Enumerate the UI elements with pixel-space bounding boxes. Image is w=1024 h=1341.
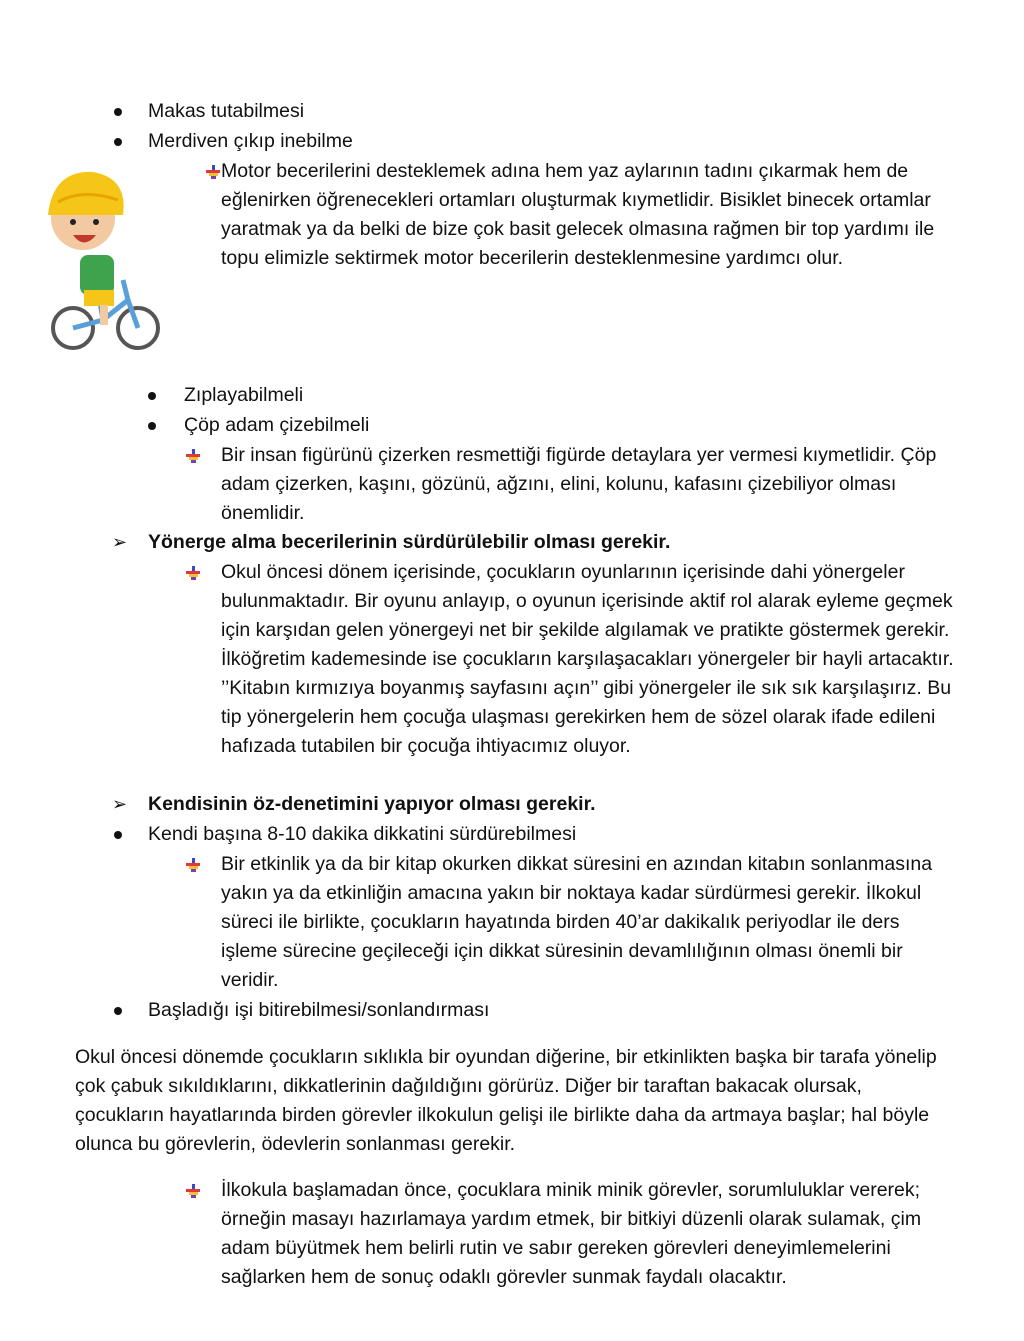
paragraph-line: hafızada tutabilen bir çocuğa ihtiyacımız oluyor. [221, 735, 631, 757]
list-bullet [114, 1007, 122, 1015]
diamond-bullet-icon [206, 165, 220, 179]
paragraph-line: çok çabuk sıkıldıklarını, dikkatlerinin dağıldığını görürüz. Diğer bir taraftan bakacak olursak, [75, 1075, 862, 1097]
list-item: Merdiven çıkıp inebilme [148, 130, 353, 152]
paragraph-line: için karşıdan gelen yönergeyi net bir şekilde algılamak ve pratikte göstermek gerekir. [221, 619, 950, 641]
list-item: Kendi başına 8-10 dakika dikkatini sürdürebilmesi [148, 823, 577, 845]
paragraph-line: adam çizerken, kaşını, gözünü, ağzını, elini, kolunu, kafasını çizebiliyor olması [221, 473, 897, 495]
paragraph-line: Bir etkinlik ya da bir kitap okurken dikkat süresini en azından kitabın sonlanmasına [221, 853, 933, 875]
kid-on-bike-illustration [28, 160, 162, 352]
paragraph-line: eğlenirken öğrenecekleri ortamları oluşturmak kıymetlidir. Bisiklet binecek ortamlar [221, 189, 931, 211]
list-bullet [148, 392, 156, 400]
diamond-bullet-icon [186, 858, 200, 872]
section-heading: Yönerge alma becerilerinin sürdürülebilir olması gerekir. [148, 531, 671, 553]
paragraph-line: süreci ile birlikte, çocukların hayatında birden 40’ar dakikalık periyodlar ile ders [221, 911, 900, 933]
paragraph-line: önemlidir. [221, 502, 305, 524]
paragraph-line: adam büyütmek hem belirli rutin ve sabır gereken görevleri deneyimlemelerini [221, 1237, 891, 1259]
diamond-bullet-icon [186, 1184, 200, 1198]
section-heading: Kendisinin öz-denetimini yapıyor olması gerekir. [148, 793, 596, 815]
diamond-bullet-icon [186, 449, 200, 463]
list-bullet [114, 108, 122, 116]
list-bullet [148, 422, 156, 430]
paragraph-line: sağlarken hem de sonuç odaklı görevler sunmak faydalı olacaktır. [221, 1266, 787, 1288]
list-item: Makas tutabilmesi [148, 100, 305, 122]
paragraph-line: yakın ya da etkinliğin amacına yakın bir noktaya kadar sürdürmesi gerekir. İlkokul [221, 882, 922, 904]
list-item: Çöp adam çizebilmeli [184, 414, 370, 436]
list-item: Zıplayabilmeli [184, 384, 304, 406]
list-bullet [114, 138, 122, 146]
paragraph-line: Okul öncesi dönem içerisinde, çocukların oyunlarının içerisinde dahi yönergeler [221, 561, 905, 583]
paragraph-line: Bir insan figürünü çizerken resmettiği figürde detaylara yer vermesi kıymetlidir. Çöp [221, 444, 937, 466]
diamond-bullet-icon [186, 566, 200, 580]
paragraph-line: yaratmak ya da belki de bize çok basit gelecek olmasına rağmen bir top yardımı ile [221, 218, 935, 240]
paragraph-line: çocukların hayatlarında birden görevler ilkokulun gelişi ile birlikte daha da artmaya başlar; hal böyle [75, 1104, 930, 1126]
paragraph-line: topu elimizle sektirmek motor becerilerin desteklenmesine yardımcı olur. [221, 247, 844, 269]
paragraph-line: İlköğretim kademesinde ise çocukların karşılaşacakları yönergeler bir hayli artacaktır. [221, 648, 954, 670]
paragraph-line: İlkokula başlamadan önce, çocuklara minik minik görevler, sorumluluklar vererek; [221, 1179, 921, 1201]
paragraph-line: bulunmaktadır. Bir oyunu anlayıp, o oyunun içerisinde aktif rol alarak eyleme geçmek [221, 590, 953, 612]
paragraph-line: veridir. [221, 969, 279, 991]
paragraph-line: tip yönergelerin hem çocuğa ulaşması gerekirken hem de sözel olarak ifade edileni [221, 706, 936, 728]
paragraph-line: örneğin masayı hazırlamaya yardım etmek, bir bitkiyi düzenli olarak sulamak, çim [221, 1208, 922, 1230]
paragraph-line: ’’Kitabın kırmızıya boyanmış sayfasını açın’’ gibi yönergeler ile sık sık karşılaşırız. Bu [221, 677, 952, 699]
paragraph-line: Motor becerilerini desteklemek adına hem yaz aylarının tadını çıkarmak hem de [221, 160, 909, 182]
list-bullet [114, 831, 122, 839]
list-item: Başladığı işi bitirebilmesi/sonlandırması [148, 999, 490, 1021]
paragraph-line: Okul öncesi dönemde çocukların sıklıkla bir oyundan diğerine, bir etkinlikten başka bir tarafa yönelip [75, 1046, 937, 1068]
arrow-bullet-icon: ➢ [112, 532, 128, 553]
paragraph-line: olunca bu görevlerin, ödevlerin sonlanması gerekir. [75, 1133, 516, 1155]
paragraph-line: işleme sürecine geçileceği için dikkat süresinin devamlılığının olması önemli bir [221, 940, 903, 962]
arrow-bullet-icon: ➢ [112, 794, 128, 815]
